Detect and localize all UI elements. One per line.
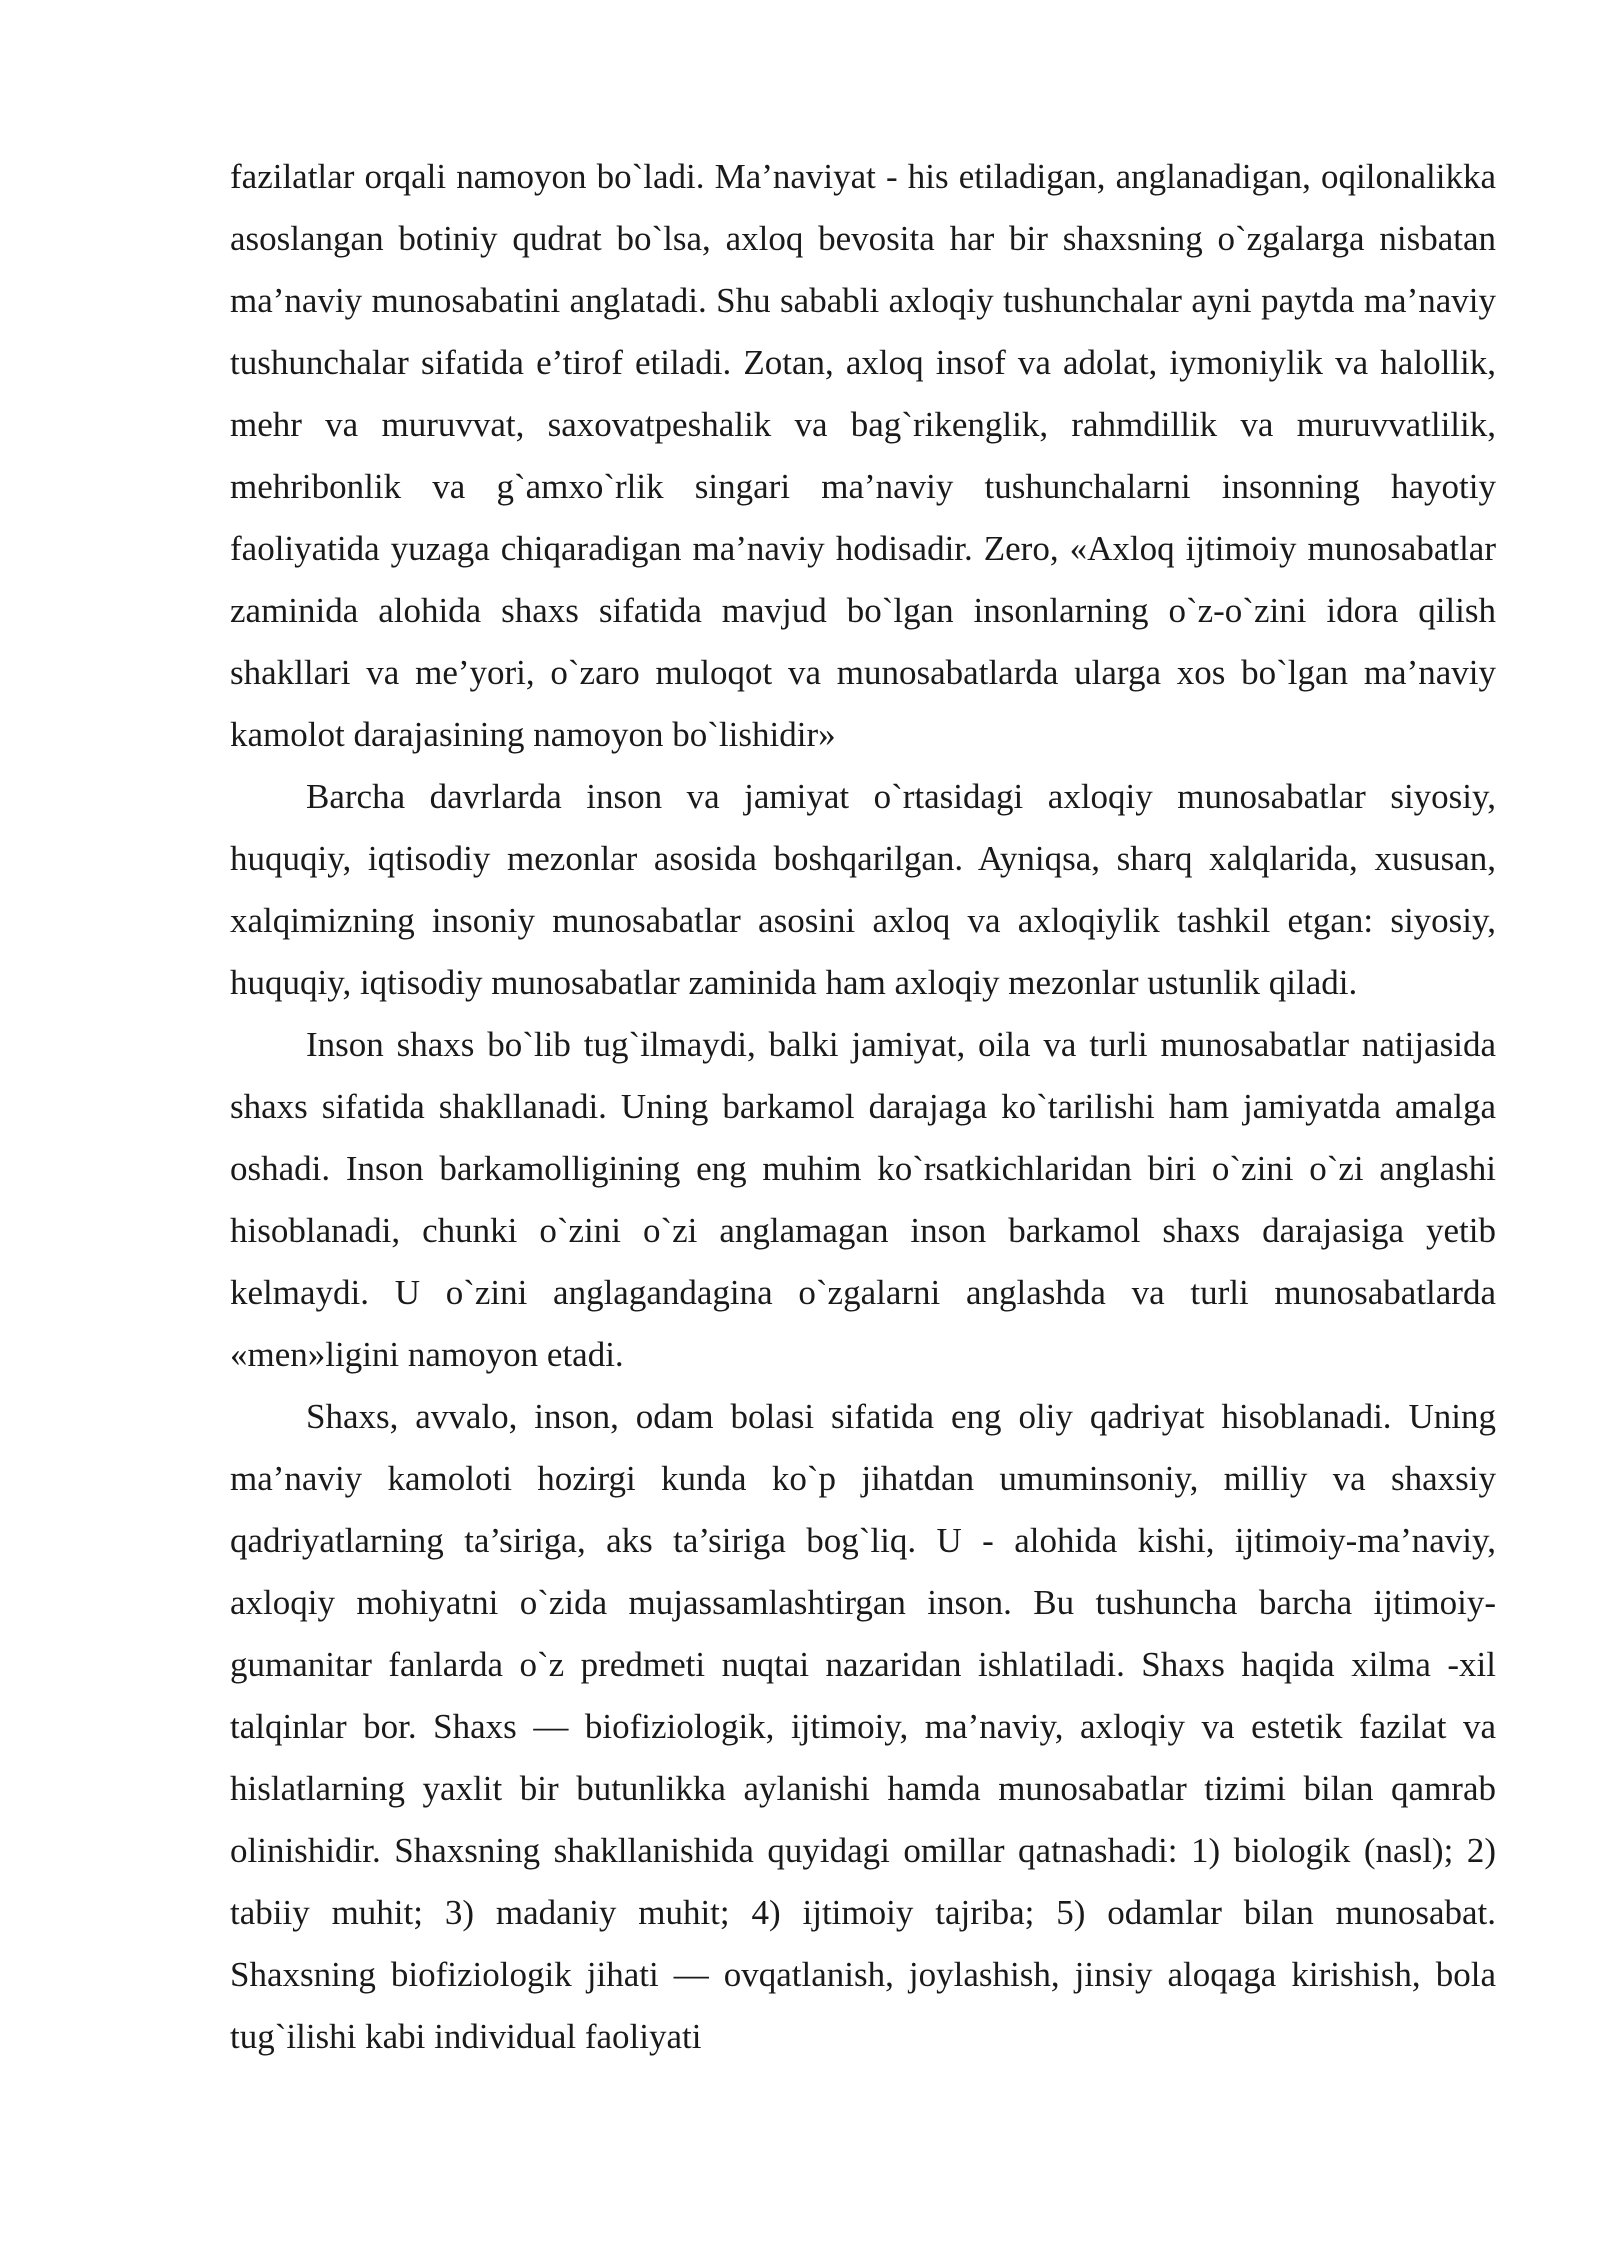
paragraph-4: Shaxs, avvalo, inson, odam bolasi sifatida eng oliy qadriyat hisoblanadi. Uning ma’naviy kamoloti hozirgi kunda ko`p jihatdan umuminsoniy, milliy va shaxsiy qadriyatlarning ta’siriga, aks ta’siriga bog`liq. U - alohida kishi, ijtimoiy-ma’naviy, axloqiy mohiyatni o`zida mujassamlashtirgan inson. Bu tushuncha barcha ijtimoiy-gumanitar fanlarda o`z predmeti nuqtai nazaridan ishlatiladi. Shaxs haqida xilma -xil talqinlar bor. Shaxs — biofiziologik, ijtimoiy, ma’naviy, axloqiy va estetik fazilat va hislatlarning yaxlit bir butunlikka aylanishi hamda munosabatlar tizimi bilan qamrab olinishidir. Shaxsning shakllanishida quyidagi omillar qatnashadi: 1) biologik (nasl); 2) tabiiy muhit; 3) madaniy muhit; 4) ijtimoiy tajriba; 5) odamlar bilan munosabat. Shaxsning biofiziologik jihati — ovqatlanish, joylashish, jinsiy aloqaga kirishish, bola tug`ilishi kabi individual faoliyati	[230, 1397, 1496, 2056]
paragraph-1: fazilatlar orqali namoyon bo`ladi. Ma’naviyat - his etiladigan, anglanadigan, oqilonalikka asoslangan botiniy qudrat bo`lsa, axloq bevosita har bir shaxsning o`zgalarga nisbatan ma’naviy munosabatini anglatadi. Shu sababli axloqiy tushunchalar ayni paytda ma’naviy tushunchalar sifatida e’tirof etiladi. Zotan, axloq insof va adolat, iymoniylik va halollik, mehr va muruvvat, saxovatpeshalik va bag`rikenglik, rahmdillik va muruvvatlilik, mehribonlik va g`amxo`rlik singari ma’naviy tushunchalarni insonning hayotiy faoliyatida yuzaga chiqaradigan ma’naviy hodisadir. Zero, «Axloq ijtimoiy munosabatlar zaminida alohida shaxs sifatida mavjud bo`lgan insonlarning o`z-o`zini idora qilish shakllari va me’yori, o`zaro muloqot va munosabatlarda ularga xos bo`lgan ma’naviy kamolot darajasining namoyon bo`lishidir»	[230, 157, 1496, 754]
paragraph-3: Inson shaxs bo`lib tug`ilmaydi, balki jamiyat, oila va turli munosabatlar natijasida shaxs sifatida shakllanadi. Uning barkamol darajaga ko`tarilishi ham jamiyatda amalga oshadi. Inson barkamolligining eng muhim ko`rsatkichlaridan biri o`zini o`zi anglashi hisoblanadi, chunki o`zini o`zi anglamagan inson barkamol shaxs darajasiga yetib kelmaydi. U o`zini anglagandagina o`zgalarni anglashda va turli munosabatlarda «men»ligini namoyon etadi.	[230, 1025, 1496, 1374]
paragraph-2: Barcha davrlarda inson va jamiyat o`rtasidagi axloqiy munosabatlar siyosiy, huquqiy, iqtisodiy mezonlar asosida boshqarilgan. Ayniqsa, sharq xalqlarida, xususan, xalqimizning insoniy munosabatlar asosini axloq va axloqiylik tashkil etgan: siyosiy, huquqiy, iqtisodiy munosabatlar zaminida ham axloqiy mezonlar ustunlik qiladi.	[230, 777, 1496, 1002]
document-page	[230, 146, 1496, 2068]
